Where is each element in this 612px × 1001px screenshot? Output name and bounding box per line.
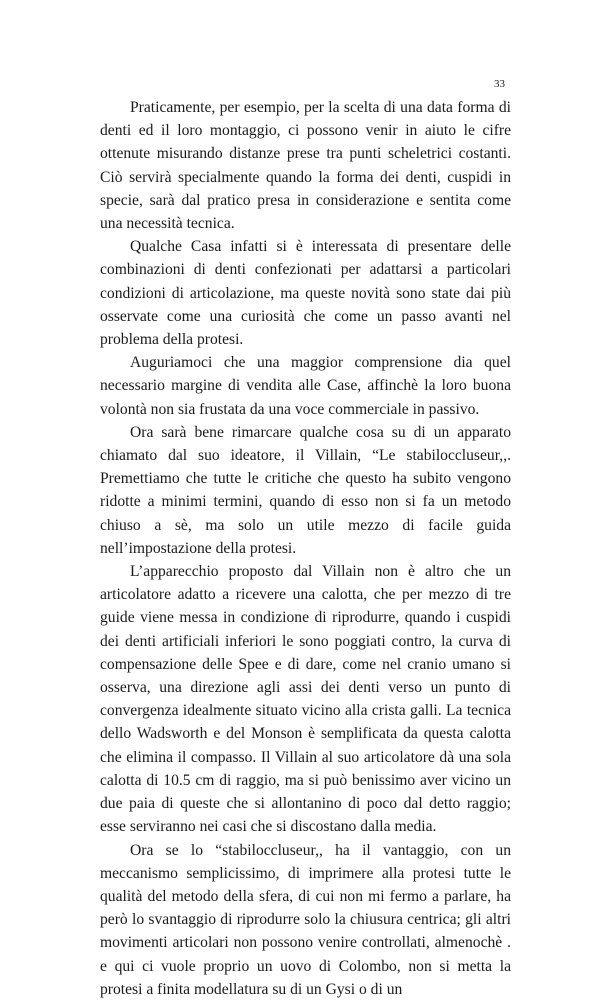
paragraph: Praticamente, per esempio, per la scelta di una data forma di denti ed il loro montaggio, ci possono venir in aiuto le cifre ottenute misurando distanze prese tra punti scheletrici costanti. Ciò servirà specialmente quando la forma dei denti, cuspidi in specie, sarà dal pratico presa in considerazione e sentita come una necessità tecnica. xyxy=(100,99,511,233)
paragraph: Ora se lo “stabiloccluseur,, ha il vantaggio, con un meccanismo semplicissimo, di imprimere alla protesi tutte le qualità del metodo della sfera, di cui non mi fermo a parlare, ha però lo svantaggio di riprodurre solo la chiusura centrica; gli altri movimenti articolari non possono venire controllati, almenochè . e qui ci vuole proprio un uovo di Colombo, non si metta la protesi a finita modellatura su di un Gysi o di un xyxy=(100,841,511,998)
paragraph: Ora sarà bene rimarcare qualche cosa su di un apparato chiamato dal suo ideatore, il Villain, “Le stabiloccluseur,,. Premettiamo che tutte le critiche che questo ha subito vengono ridotte a minimi termini, quando di esso non si fa un metodo chiuso a sè, ma solo un utile mezzo di facile guida nell’impostazione della protesi. xyxy=(100,423,511,557)
paragraph: Qualche Casa infatti si è interessata di presentare delle combinazioni di denti confezionati per adattarsi a particolari condizioni di articolazione, ma queste novità sono state dai più osservate come una curiosità che come un passo avanti nel problema della protesi. xyxy=(100,238,511,349)
paragraph: L’apparecchio proposto dal Villain non è altro che un articolatore adatto a ricevere una calotta, che per mezzo di tre guide viene messa in condizione di riprodurre, quando i cuspidi dei denti artificiali inferiori le sono poggiati contro, la curva di compensazione delle Spee e di dare, come nel cranio umano si osserva, una direzione agli assi dei denti verso un punto di convergenza idealmente situato vicino alla crista galli. La tecnica dello Wadsworth e del Monson è semplificata da questa calotta che elimina il compasso. Il Villain al suo articolatore dà una sola calotta di 10.5 cm di raggio, ma si può benissimo aver vicino un due paia di queste che si allontanino di poco dal detto raggio; esse serviranno nei casi che si discostano dalla media. xyxy=(100,563,511,836)
paragraph: Auguriamoci che una maggior comprensione dia quel necessario margine di vendita alle Case, affinchè la loro buona volontà non sia frustata da una voce commerciale in passivo. xyxy=(100,354,511,418)
page-number: 33 xyxy=(494,78,505,90)
body-text xyxy=(100,96,511,1001)
